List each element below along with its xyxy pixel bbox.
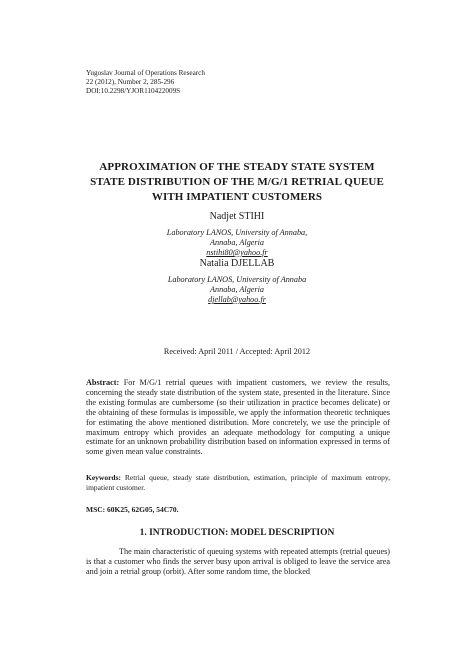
author-name: Nadjet STIHI [209,211,265,222]
author-affiliation: Laboratory LANOS, University of Annaba, [166,228,308,237]
abstract-text: For M/G/1 retrial queues with impatient customers, we review the results, concerning the steady state distribution of the system state, presented in the literature. Since the existing formulas are cumbersome (so their utilization in practice becomes delicate) or the obtaining of these formulas is impossible, we apply the information theoretic techniques for estimating the above mentioned distribution. More concretely, we use the principle of maximum entropy which provides an adequate methodology for computing a unique estimate for an unknown probability distribution based on information expressed in terms of some given mean value constraints. [86,378,390,457]
msc-codes: MSC: 60K25, 62G05, 54C70. [86,505,179,514]
title-line-1: APPROXIMATION OF THE STEADY STATE SYSTEM [99,161,375,173]
keywords-label: Keywords: [86,473,125,482]
author-email[interactable] [0,295,474,305]
section-heading: 1. INTRODUCTION: MODEL DESCRIPTION [139,528,335,538]
keywords [86,473,390,492]
author-email-link[interactable]: nstihi80@yahoo.fr [206,248,268,257]
abstract [86,378,390,457]
keywords-text: Retrial queue, steady state distribution, estimation, principle of maximum entropy, impatient customer. [86,473,390,492]
author-name: Natalia DJELLAB [199,258,275,269]
author-affiliation: Laboratory LANOS, University of Annaba [167,275,307,284]
paper-title [60,160,414,205]
section-body-text: The main characteristic of queuing systems with repeated attempts (retrial queues) is that a customer who finds the server busy upon arrival is obliged to leave the service area and join a retrial group (orbit). After some random time, the blocked [86,547,390,576]
author-location: Annaba, Algeria [210,285,264,294]
title-line-3: WITH IMPATIENT CUSTOMERS [151,191,323,203]
abstract-label: Abstract: [86,378,124,387]
journal-doi: DOI:10.2298/YJOR110422009S [86,87,181,95]
journal-header [86,69,205,96]
journal-issue: 22 (2012), Number 2, 285-296 [86,78,175,86]
author-email[interactable] [0,248,474,258]
author-email-link[interactable]: djellab@yahoo.fr [208,295,266,304]
received-date: Received: April 2011 / Accepted: April 2012 [163,347,311,356]
title-line-2: STATE DISTRIBUTION OF THE M/G/1 RETRIAL QUEUE [90,176,384,188]
author-location: Annaba, Algeria [210,238,264,247]
journal-name: Yugoslav Journal of Operations Research [86,69,205,77]
